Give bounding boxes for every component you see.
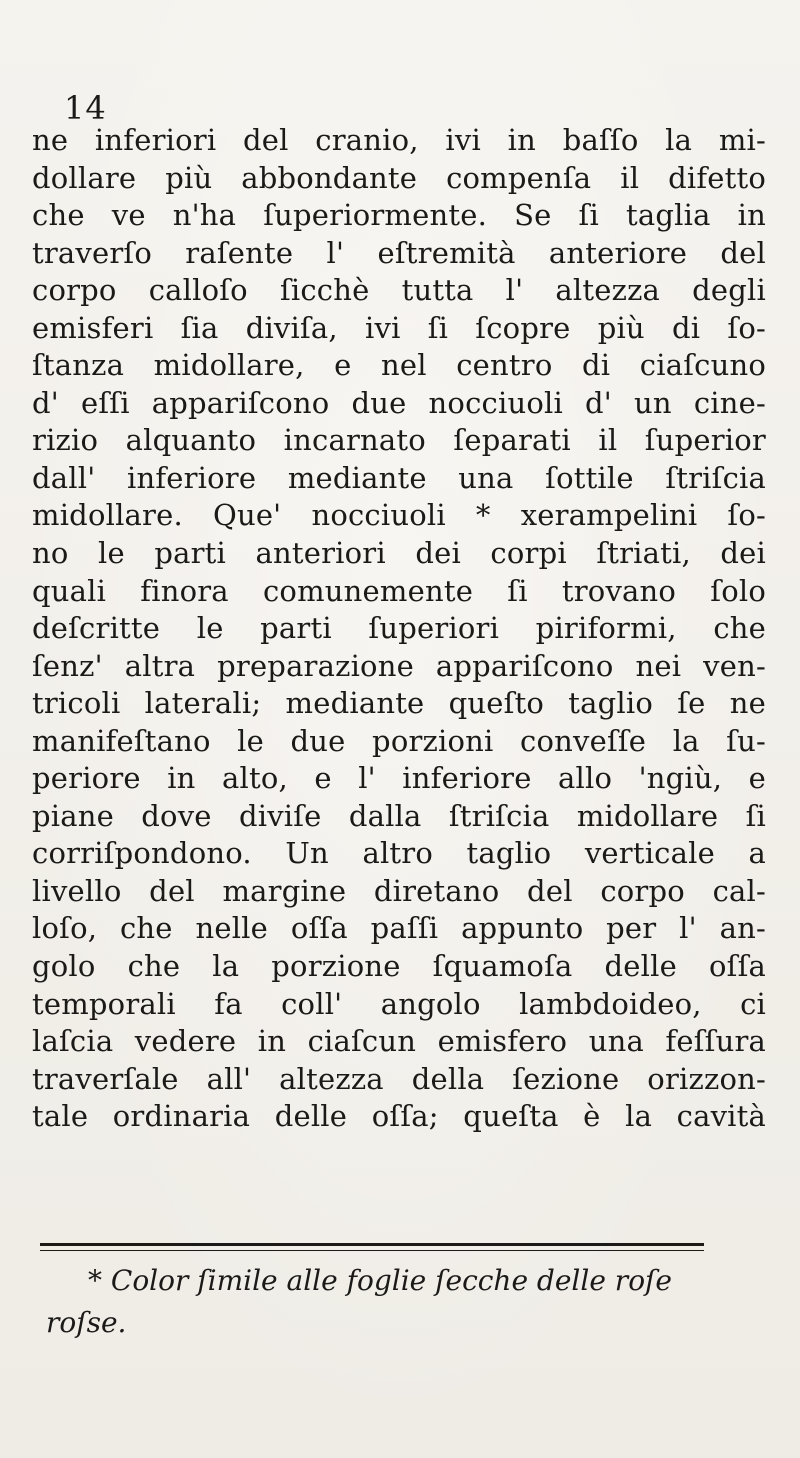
text-line: emisferi ſia diviſa, ivi ſi ſcopre più di ſo-: [32, 310, 766, 345]
text-line: rizio alquanto incarnato ſeparati il ſuperior: [32, 423, 766, 458]
text-line: livello del margine diretano del corpo cal-: [32, 873, 766, 908]
text-line: piane dove diviſe dalla ſtriſcia midollare ſi: [32, 798, 766, 833]
text-line: loſo, che nelle oſſa paſſi appunto per l' an-: [32, 911, 766, 946]
text-line: traverſale all' altezza della ſezione orizzon-: [32, 1061, 766, 1096]
text-line: golo che la porzione ſquamoſa delle oſſa: [32, 949, 766, 984]
text-line: midollare. Que' nocciuoli * xerampelini ſo-: [32, 498, 766, 533]
text-line: quali finora comunemente ſi trovano ſolo: [32, 573, 766, 608]
text-line: tale ordinaria delle oſſa; queſta è la cavità: [32, 1099, 766, 1134]
text-line: ne inferiori del cranio, ivi in baſſo la mi-: [32, 123, 766, 157]
text-line: temporali fa coll' angolo lambdoideo, ci: [32, 986, 766, 1021]
text-line: ſtanza midollare, e nel centro di ciaſcuno: [32, 348, 766, 383]
text-line: periore in alto, e l' inferiore allo 'ngiù, e: [32, 761, 766, 796]
text-line: che ve n'ha ſuperiormente. Se ſi taglia in: [32, 198, 766, 233]
footnote-line: roſse.: [46, 1306, 127, 1339]
text-line: manifeſtano le due porzioni conveſſe la ſu-: [32, 723, 766, 758]
text-line: corpo calloſo ſicchè tutta l' altezza degli: [32, 273, 766, 308]
text-line: traverſo raſente l' eſtremità anteriore del: [32, 235, 766, 270]
footnote-divider-thin: [40, 1250, 704, 1251]
body-text: [32, 122, 766, 1136]
text-line: corriſpondono. Un altro taglio verticale a: [32, 836, 766, 871]
text-line: dollare più abbondante compenſa il difetto: [32, 160, 766, 195]
text-line: dall' inferiore mediante una ſottile ſtriſcia: [32, 460, 766, 495]
footnote: [46, 1260, 766, 1344]
text-line: tricoli laterali; mediante queſto taglio ſe ne: [32, 686, 766, 721]
page-number: 14: [64, 89, 107, 127]
footnote-divider: [40, 1243, 704, 1246]
text-line: no le parti anteriori dei corpi ſtriati, dei: [32, 536, 766, 571]
text-line: laſcia vedere in ciaſcun emisfero una feſſura: [32, 1024, 766, 1059]
text-line: ſenz' altra preparazione appariſcono nei ven-: [32, 648, 766, 683]
text-line: deſcritte le parti ſuperiori piriformi, che: [32, 611, 766, 646]
text-line: d' eſſi appariſcono due nocciuoli d' un cine-: [32, 385, 766, 420]
footnote-line: * Color ſimile alle foglie ſecche delle roſe: [88, 1264, 672, 1297]
